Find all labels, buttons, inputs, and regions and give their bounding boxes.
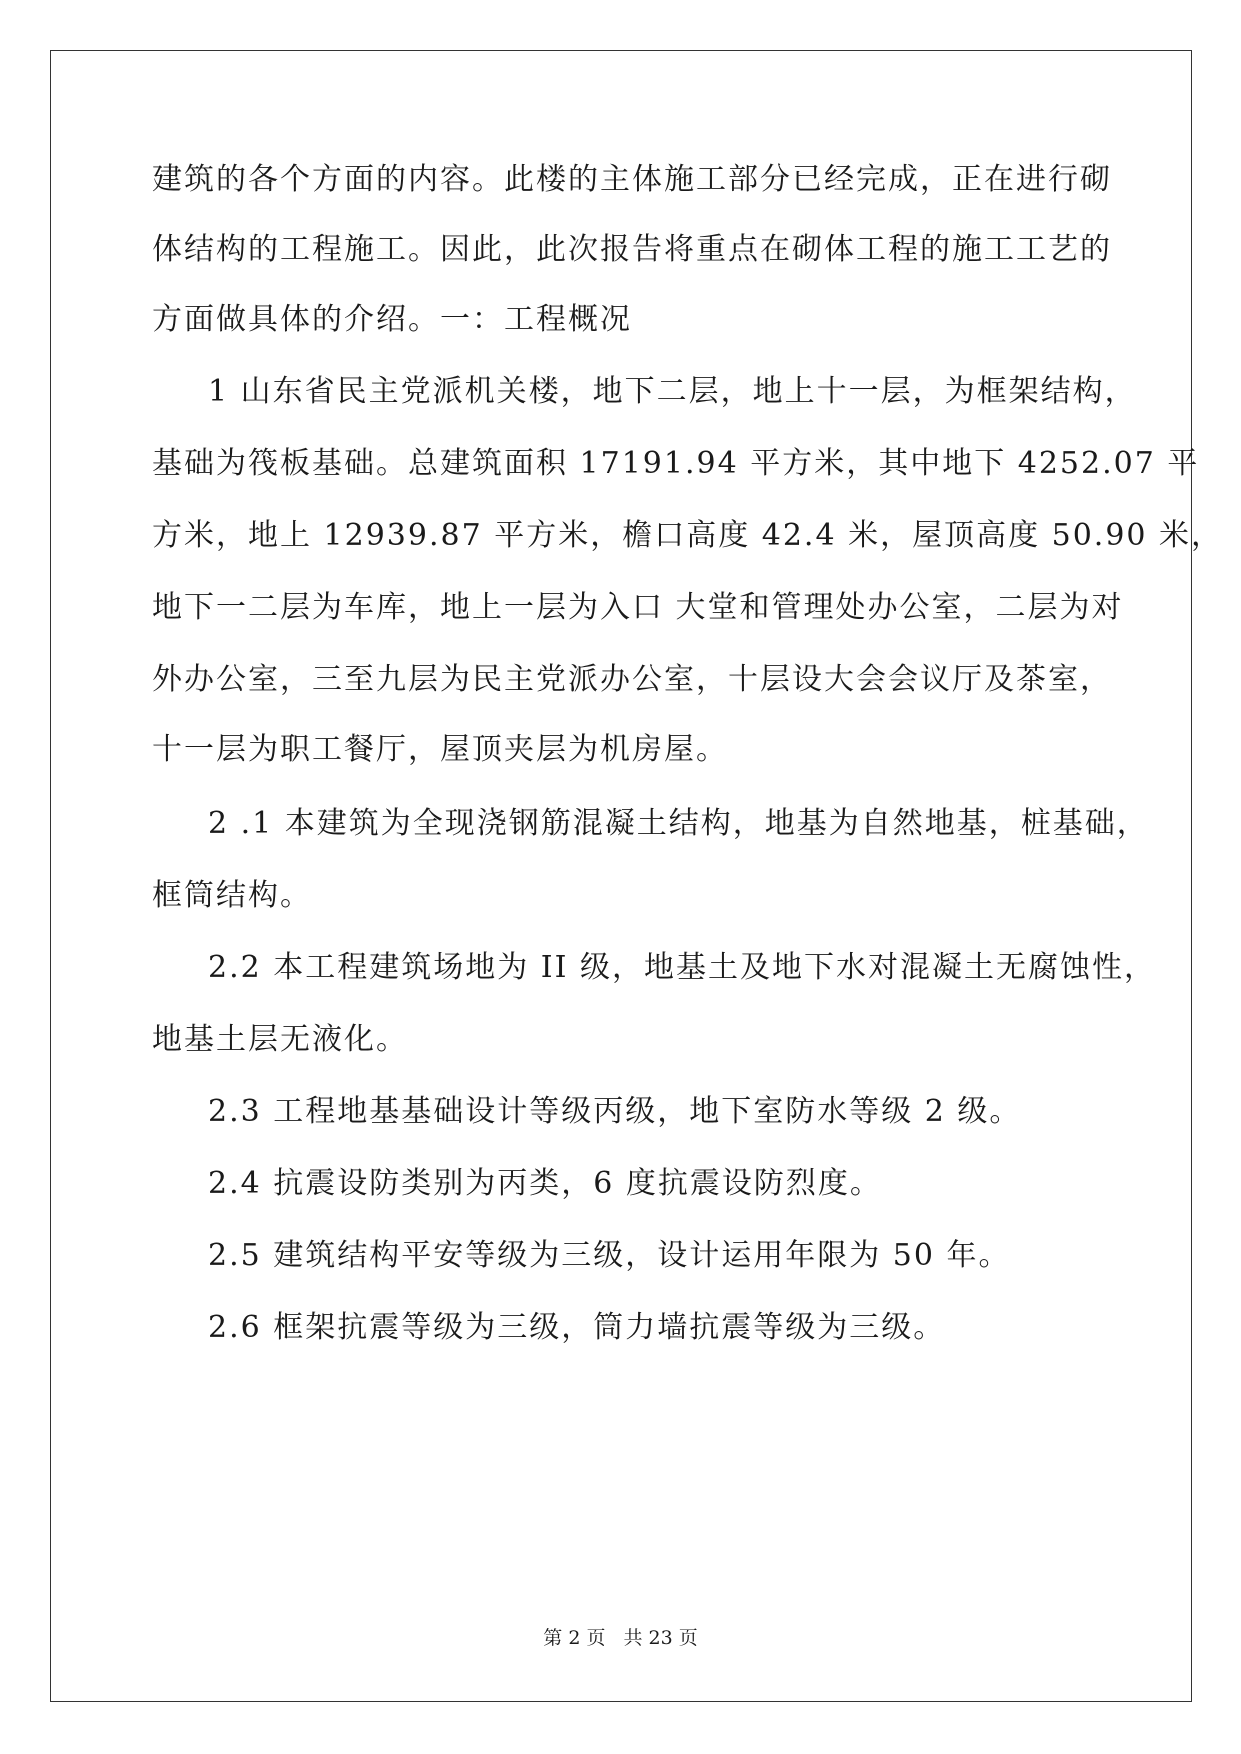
text-line: 体结构的工程施工。因此，此次报告将重点在砌体工程的施工工艺的 — [152, 232, 1112, 267]
text-line: 外办公室，三至九层为民主党派办公室，十层设大会会议厅及茶室， — [152, 662, 1112, 697]
paragraph-first-line: 2.3 工程地基基础设计等级丙级，地下室防水等级 2 级。 — [208, 1094, 1022, 1129]
text-line: 基础为筏板基础。总建筑面积 17191.94 平方米，其中地下 4252.07 平 — [152, 446, 1200, 481]
text-line: 地下一二层为车库，地上一层为入口 大堂和管理处办公室，二层为对 — [152, 590, 1124, 625]
text-line: 方面做具体的介绍。一：工程概况 — [152, 302, 632, 337]
text-line: 地基土层无液化。 — [152, 1022, 408, 1057]
paragraph-first-line: 2.2 本工程建筑场地为 II 级，地基土及地下水对混凝土无腐蚀性， — [208, 950, 1157, 985]
text-line: 框筒结构。 — [152, 878, 312, 913]
paragraph-first-line: 2 .1 本建筑为全现浇钢筋混凝土结构，地基为自然地基，桩基础， — [208, 806, 1149, 841]
text-line: 建筑的各个方面的内容。此楼的主体施工部分已经完成，正在进行砌 — [152, 162, 1112, 197]
paragraph-first-line: 2.5 建筑结构平安等级为三级，设计运用年限为 50 年。 — [208, 1238, 1011, 1273]
text-line: 十一层为职工餐厅，屋顶夹层为机房屋。 — [152, 732, 728, 767]
paragraph-first-line: 2.4 抗震设防类别为丙类，6 度抗震设防烈度。 — [208, 1166, 882, 1201]
page-number: 第 2 页 — [543, 1627, 606, 1649]
page-border — [50, 50, 1192, 1702]
text-line: 方米，地上 12939.87 平方米，檐口高度 42.4 米，屋顶高度 50.90 米， — [152, 518, 1224, 553]
page-footer — [0, 1626, 1241, 1650]
paragraph-first-line: 2.6 框架抗震等级为三级，筒力墙抗震等级为三级。 — [208, 1310, 946, 1345]
paragraph-first-line: 1 山东省民主党派机关楼，地下二层，地上十一层，为框架结构， — [208, 374, 1137, 409]
page-total: 共 23 页 — [623, 1627, 698, 1649]
